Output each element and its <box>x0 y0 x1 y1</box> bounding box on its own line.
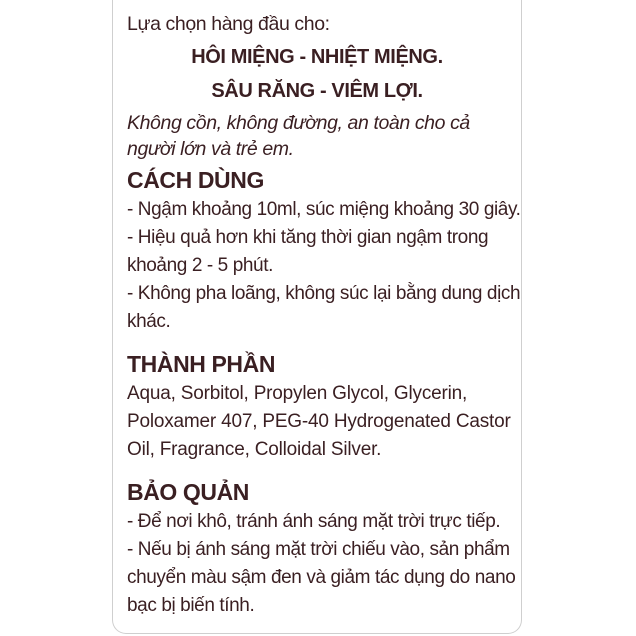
ingredients-line: Oil, Fragrance, Colloidal Silver. <box>127 439 382 460</box>
claim-line-1: Không cồn, không đường, an toàn cho cả <box>127 112 470 134</box>
intro-text: Lựa chọn hàng đầu cho: <box>127 13 330 35</box>
storage-line: bạc bị biến tính. <box>127 595 255 616</box>
usage-line: - Không pha loãng, không súc lại bằng dung dịch <box>127 283 521 304</box>
usage-line: khác. <box>127 311 171 332</box>
usage-line: khoảng 2 - 5 phút. <box>127 255 273 276</box>
highlight-line-1: HÔI MIỆNG - NHIỆT MIỆNG. <box>191 46 443 68</box>
storage-line: - Nếu bị ánh sáng mặt trời chiếu vào, sản phẩm <box>127 539 510 560</box>
usage-heading: CÁCH DÙNG <box>127 167 264 193</box>
usage-line: - Ngậm khoảng 10ml, súc miệng khoảng 30 giây. <box>127 199 521 220</box>
ingredients-line: Aqua, Sorbitol, Propylen Glycol, Glycerin, <box>127 383 468 404</box>
claim-line-2: người lớn và trẻ em. <box>127 138 294 160</box>
storage-heading: BẢO QUẢN <box>127 479 250 505</box>
storage-line: - Để nơi khô, tránh ánh sáng mặt trời trực tiếp. <box>127 511 501 532</box>
product-label <box>112 0 522 634</box>
usage-line: - Hiệu quả hơn khi tăng thời gian ngậm trong <box>127 227 489 248</box>
highlight-line-2: SÂU RĂNG - VIÊM LỢI. <box>211 80 423 102</box>
ingredients-line: Poloxamer 407, PEG-40 Hydrogenated Castor <box>127 411 511 432</box>
storage-line: chuyển màu sậm đen và giảm tác dụng do nano <box>127 567 516 588</box>
ingredients-heading: THÀNH PHẦN <box>127 351 276 377</box>
